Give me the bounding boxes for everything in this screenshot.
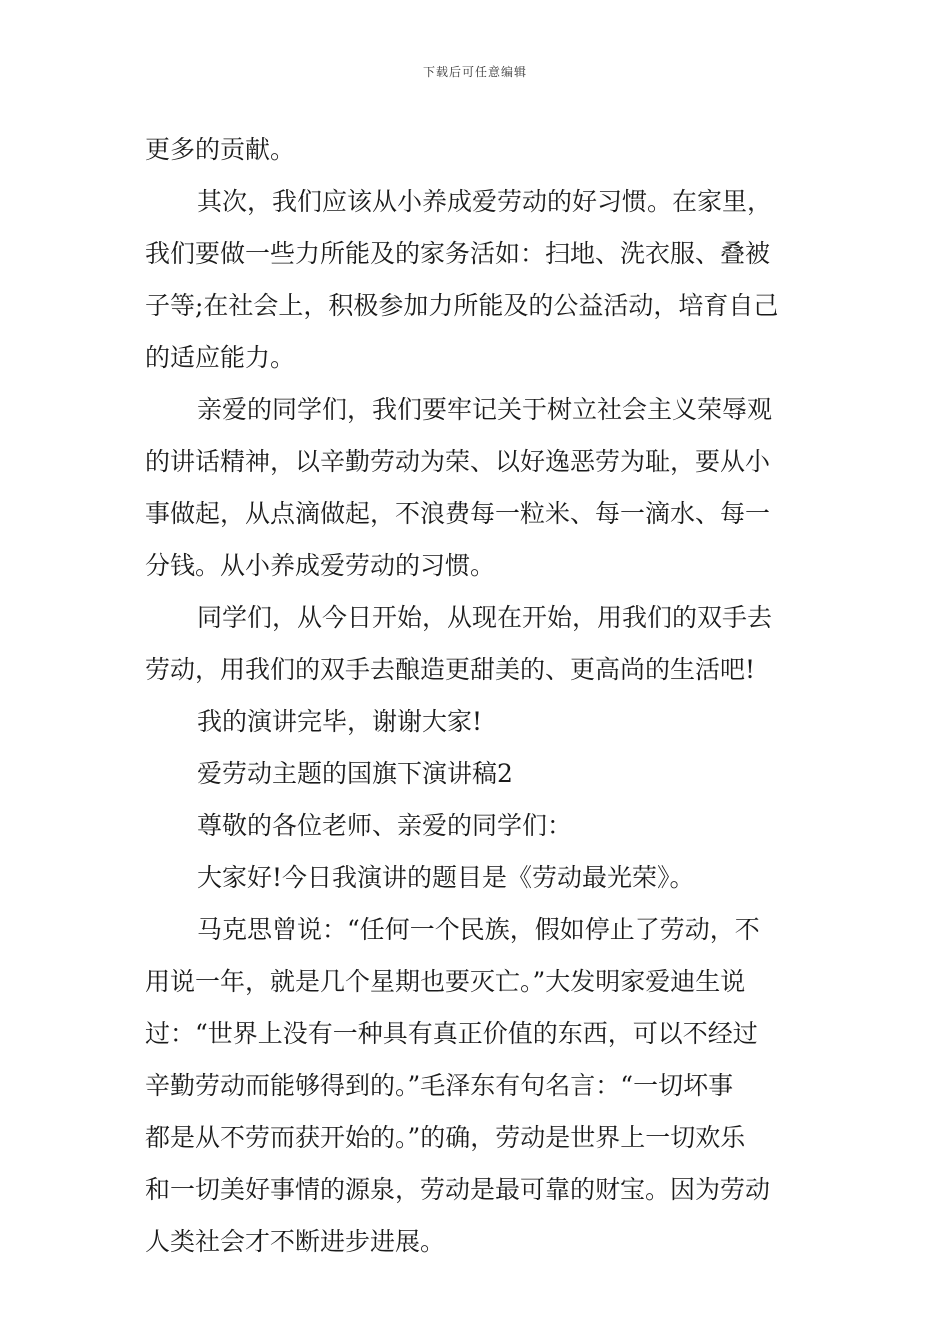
text-line: 更多的贡献。 <box>145 135 296 164</box>
text-line: 人类社会才不断进步进展。 <box>145 1227 446 1256</box>
text-line: 的适应能力。 <box>145 343 296 372</box>
text-line: 的讲话精神，以辛勤劳动为荣、以好逸恶劳为耻，要从小 <box>145 447 771 476</box>
text-line: 辛勤劳动而能够得到的。”毛泽东有句名言：“一切坏事 <box>145 1071 734 1100</box>
text-line: 我的演讲完毕，谢谢大家! <box>197 707 483 736</box>
text-line: 其次，我们应该从小养成爱劳动的好习惯。在家里， <box>197 187 773 216</box>
text-line: 尊敬的各位老师、亲爱的同学们： <box>197 811 573 840</box>
section-title: 爱劳动主题的国旗下演讲稿2 <box>197 759 513 788</box>
text-line: 分钱。从小养成爱劳动的习惯。 <box>145 551 496 580</box>
page-header: 下载后可任意编辑 <box>422 65 527 79</box>
text-line: 都是从不劳而获开始的。”的确，劳动是世界上一切欢乐 <box>145 1123 746 1152</box>
text-line: 用说一年，就是几个星期也要灭亡。”大发明家爱迪生说 <box>145 967 746 996</box>
text-line: 子等;在社会上，积极参加力所能及的公益活动，培育自己 <box>145 291 779 320</box>
text-line: 事做起，从点滴做起，不浪费每一粒米、每一滴水、每一 <box>145 499 771 528</box>
text-line: 马克思曾说：“任何一个民族，假如停止了劳动，不 <box>197 915 760 944</box>
text-line: 我们要做一些力所能及的家务活如：扫地、洗衣服、叠被 <box>145 239 771 268</box>
document-body <box>145 124 810 1268</box>
text-line: 和一切美好事情的源泉，劳动是最可靠的财宝。因为劳动 <box>145 1175 771 1204</box>
text-line: 过：“世界上没有一种具有真正价值的东西，可以不经过 <box>145 1019 758 1048</box>
text-line: 同学们，从今日开始，从现在开始，用我们的双手去 <box>197 603 773 632</box>
text-line: 大家好!今日我演讲的题目是《劳动最光荣》。 <box>197 863 695 892</box>
text-line: 劳动，用我们的双手去酿造更甜美的、更高尚的生活吧! <box>145 655 756 684</box>
text-line: 亲爱的同学们，我们要牢记关于树立社会主义荣辱观 <box>197 395 773 424</box>
